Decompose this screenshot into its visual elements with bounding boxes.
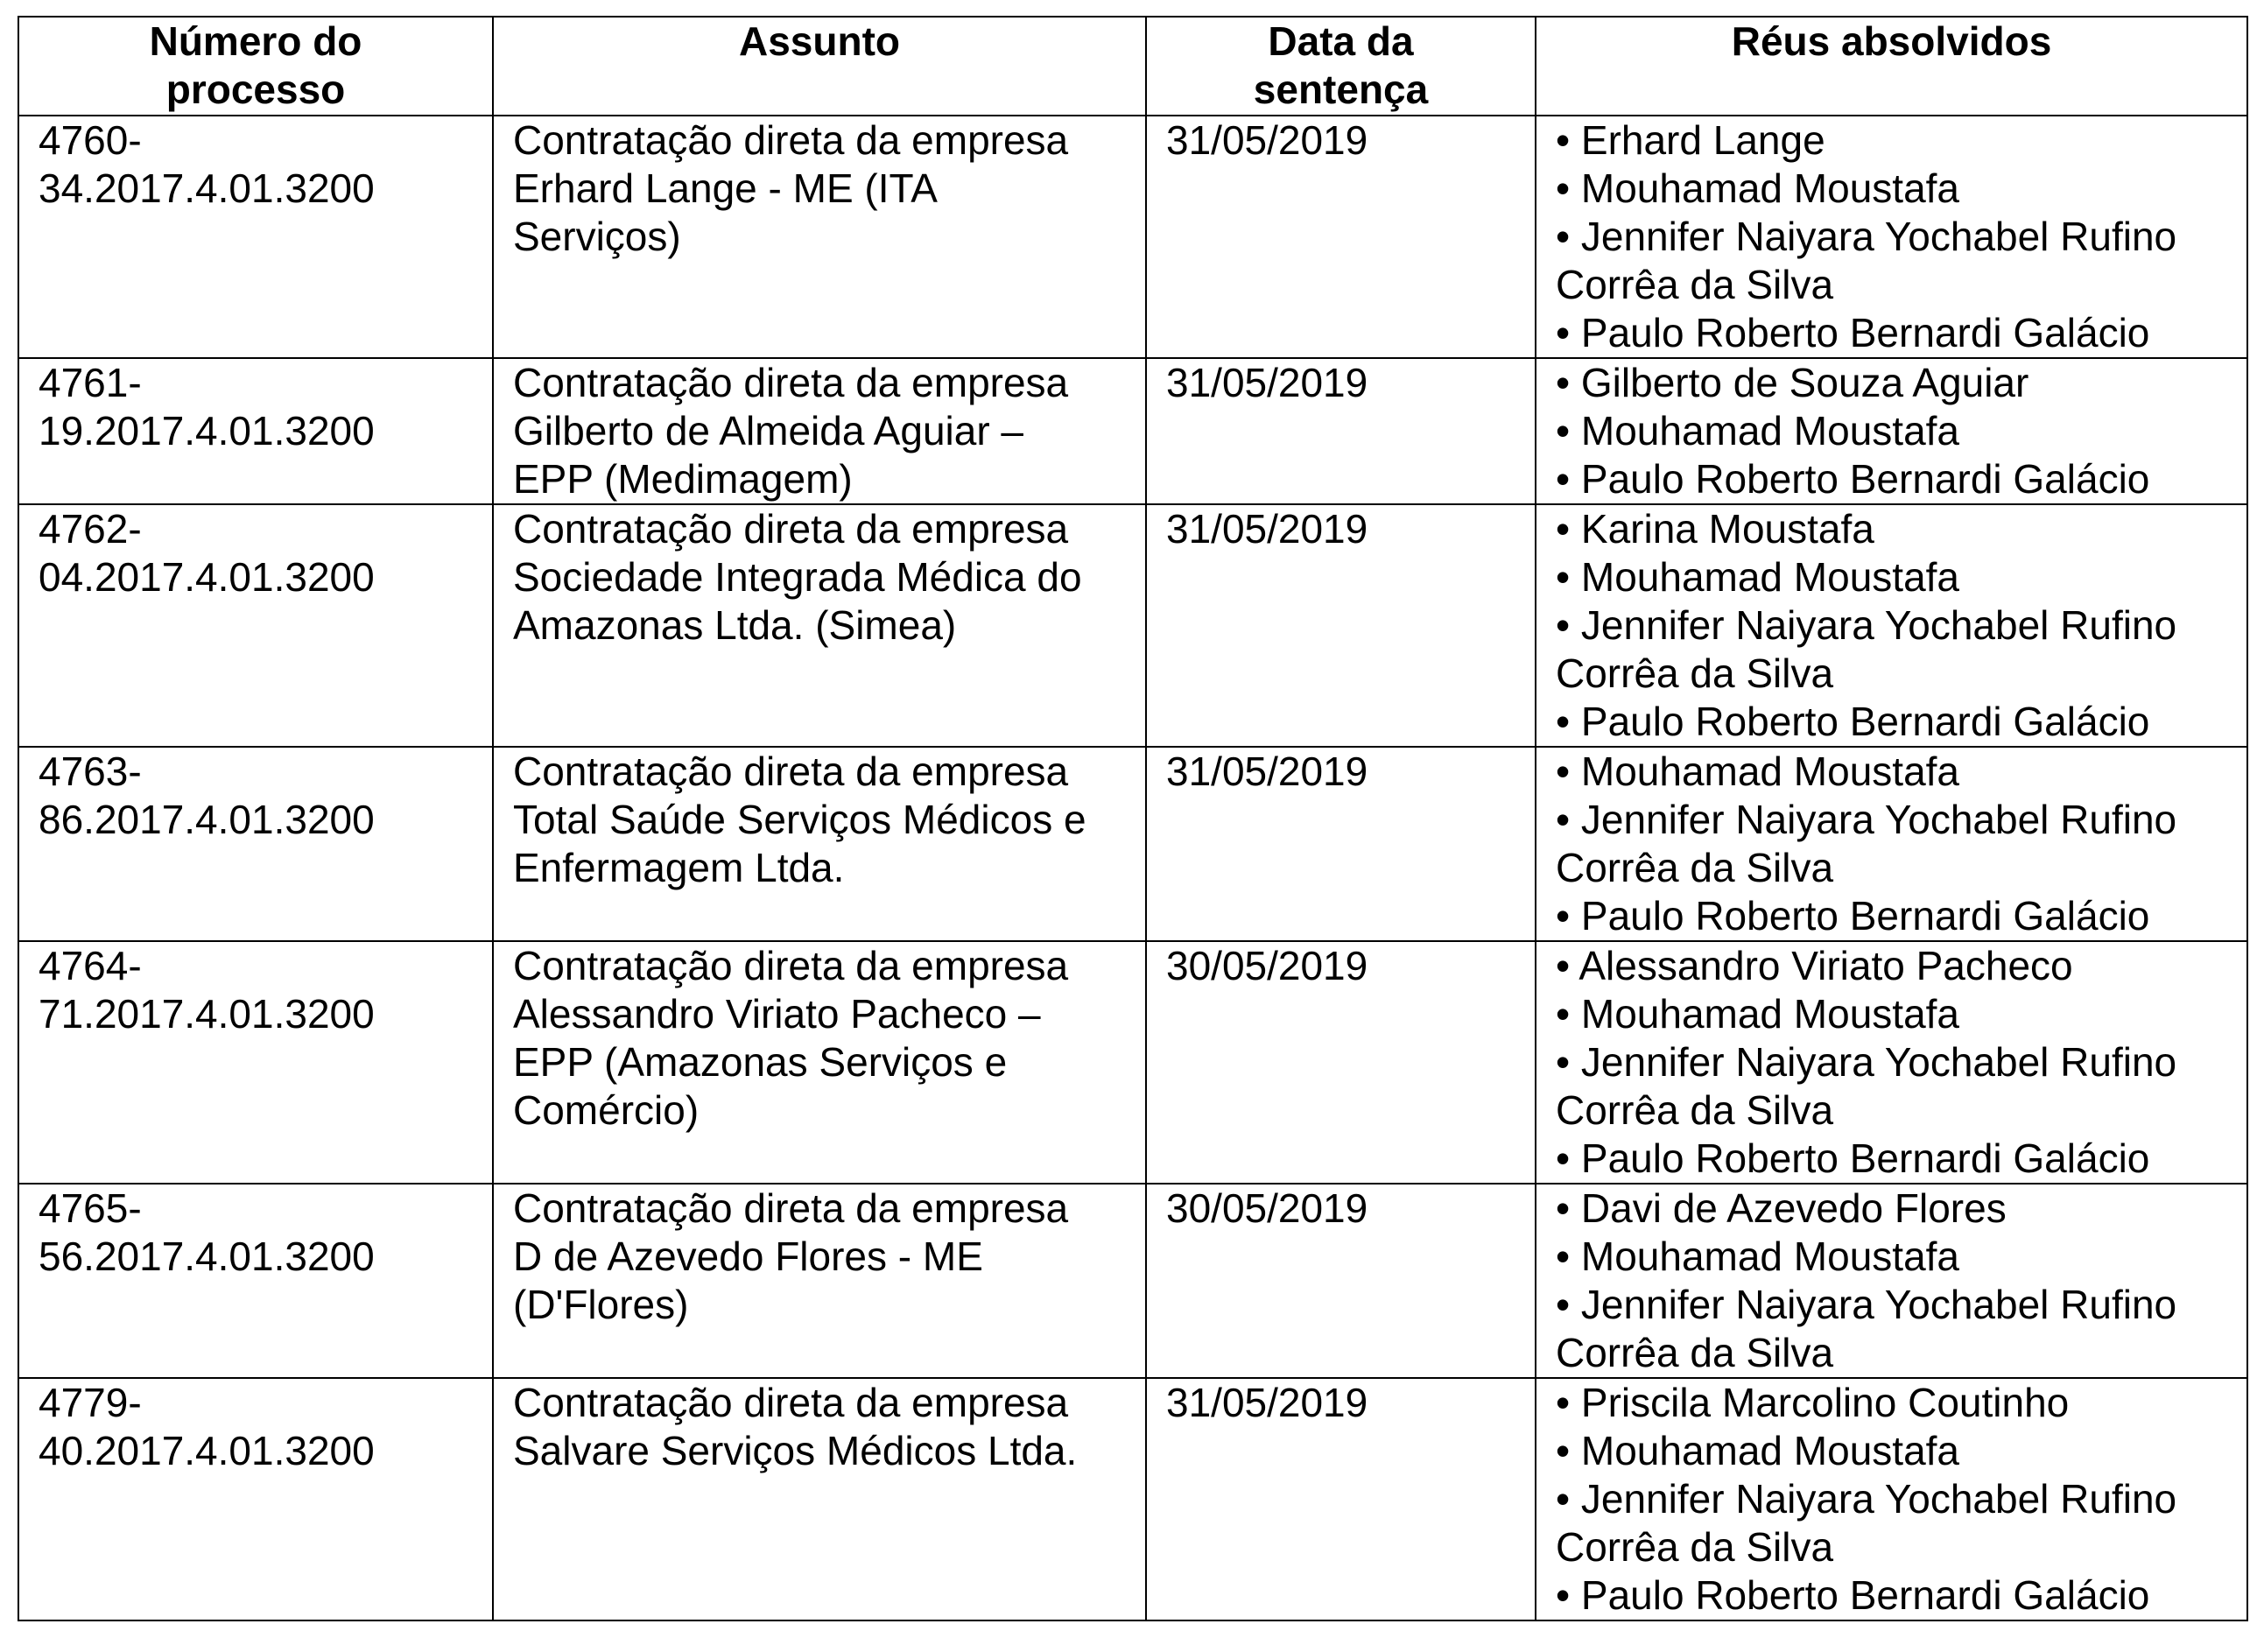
defendant-name-line: Corrêa da Silva <box>1556 845 1834 890</box>
table-row <box>18 1184 2247 1378</box>
defendant-name-line: • Mouhamad Moustafa <box>1556 991 1960 1037</box>
sentence-date: 30/05/2019 <box>1166 1185 1368 1231</box>
header-text-line: Número do <box>149 18 362 64</box>
cell-data-sentenca <box>1146 358 1536 504</box>
defendant-name-line: • Jennifer Naiyara Yochabel Rufino <box>1556 1282 2177 1327</box>
defendant-name-line: Corrêa da Silva <box>1556 1524 1834 1570</box>
defendant-name-line: • Gilberto de Souza Aguiar <box>1556 360 2029 405</box>
defendant-list-item <box>1556 1135 2227 1183</box>
defendant-list-item <box>1556 455 2227 503</box>
defendant-list-item <box>1556 748 2227 796</box>
defendant-name-line: • Mouhamad Moustafa <box>1556 165 1960 211</box>
defendant-name-line: • Davi de Azevedo Flores <box>1556 1185 2007 1231</box>
cell-assunto <box>493 747 1146 941</box>
defendant-list-item <box>1556 1427 2227 1475</box>
defendant-name-line: Corrêa da Silva <box>1556 1330 1834 1375</box>
defendant-name-line: • Erhard Lange <box>1556 117 1825 163</box>
process-table <box>18 16 2248 1621</box>
defendant-list-item <box>1556 116 2227 165</box>
cell-assunto <box>493 504 1146 747</box>
header-text-line: Réus absolvidos <box>1731 18 2052 64</box>
table-row <box>18 358 2247 504</box>
cell-assunto <box>493 1378 1146 1620</box>
process-number-line: 56.2017.4.01.3200 <box>39 1234 375 1279</box>
subject-line: EPP (Amazonas Serviços e <box>513 1039 1008 1085</box>
defendant-name-line: • Paulo Roberto Bernardi Galácio <box>1556 310 2150 355</box>
cell-data-sentenca <box>1146 116 1536 358</box>
process-number-line: 4761- <box>39 360 142 405</box>
defendant-name-line: • Paulo Roberto Bernardi Galácio <box>1556 893 2150 938</box>
defendant-name-line: • Paulo Roberto Bernardi Galácio <box>1556 1572 2150 1618</box>
defendant-list-item <box>1556 796 2227 892</box>
cell-assunto <box>493 116 1146 358</box>
cell-reus-absolvidos <box>1536 1184 2247 1378</box>
subject-line: Contratação direta da empresa <box>513 360 1069 405</box>
header-text-line: processo <box>165 67 346 112</box>
header-text-line: Data da <box>1268 18 1414 64</box>
process-number-line: 34.2017.4.01.3200 <box>39 165 375 211</box>
process-number-line: 04.2017.4.01.3200 <box>39 554 375 600</box>
subject-line: Contratação direta da empresa <box>513 943 1069 988</box>
defendant-name-line: • Priscila Marcolino Coutinho <box>1556 1380 2070 1425</box>
subject-line: (D'Flores) <box>513 1282 689 1327</box>
subject-line: Amazonas Ltda. (Simea) <box>513 602 957 648</box>
sentence-date: 31/05/2019 <box>1166 360 1368 405</box>
defendant-list-item <box>1556 407 2227 455</box>
defendant-name-line: • Paulo Roberto Bernardi Galácio <box>1556 1135 2150 1181</box>
cell-numero-processo <box>18 747 493 941</box>
defendant-list-item <box>1556 1281 2227 1377</box>
defendant-list-item <box>1556 1233 2227 1281</box>
header-numero-do-processo <box>18 17 493 116</box>
cell-reus-absolvidos <box>1536 504 2247 747</box>
process-number-line: 4763- <box>39 749 142 794</box>
defendant-name-line: • Paulo Roberto Bernardi Galácio <box>1556 456 2150 502</box>
cell-data-sentenca <box>1146 941 1536 1184</box>
defendant-list-item <box>1556 359 2227 407</box>
process-number-line: 71.2017.4.01.3200 <box>39 991 375 1037</box>
defendant-list-item <box>1556 1038 2227 1135</box>
subject-line: Sociedade Integrada Médica do <box>513 554 1082 600</box>
defendant-list-item <box>1556 990 2227 1038</box>
process-number-line: 19.2017.4.01.3200 <box>39 408 375 453</box>
defendant-list-item <box>1556 553 2227 601</box>
table-row <box>18 1378 2247 1620</box>
defendant-name-line: • Paulo Roberto Bernardi Galácio <box>1556 699 2150 744</box>
defendant-name-line: • Jennifer Naiyara Yochabel Rufino <box>1556 214 2177 259</box>
process-number-line: 40.2017.4.01.3200 <box>39 1428 375 1473</box>
cell-data-sentenca <box>1146 1378 1536 1620</box>
cell-numero-processo <box>18 358 493 504</box>
defendant-list-item <box>1556 942 2227 990</box>
sentence-date: 31/05/2019 <box>1166 749 1368 794</box>
process-number-line: 4779- <box>39 1380 142 1425</box>
sentence-date: 31/05/2019 <box>1166 1380 1368 1425</box>
sentence-date: 30/05/2019 <box>1166 943 1368 988</box>
table-header <box>18 17 2247 116</box>
cell-data-sentenca <box>1146 747 1536 941</box>
table-row <box>18 116 2247 358</box>
table-row <box>18 504 2247 747</box>
defendant-name-line: • Jennifer Naiyara Yochabel Rufino <box>1556 1476 2177 1522</box>
cell-numero-processo <box>18 941 493 1184</box>
subject-line: Erhard Lange - ME (ITA <box>513 165 938 211</box>
subject-line: D de Azevedo Flores - ME <box>513 1234 983 1279</box>
cell-assunto <box>493 1184 1146 1378</box>
defendant-list-item <box>1556 1379 2227 1427</box>
defendant-list-item <box>1556 309 2227 357</box>
subject-line: Serviços) <box>513 214 681 259</box>
header-data-da-sentenca <box>1146 17 1536 116</box>
defendant-name-line: • Mouhamad Moustafa <box>1556 749 1960 794</box>
process-number-line: 4760- <box>39 117 142 163</box>
subject-line: Contratação direta da empresa <box>513 749 1069 794</box>
header-assunto <box>493 17 1146 116</box>
cell-numero-processo <box>18 1378 493 1620</box>
process-number-line: 86.2017.4.01.3200 <box>39 797 375 842</box>
defendant-name-line: • Jennifer Naiyara Yochabel Rufino <box>1556 797 2177 842</box>
defendant-name-line: • Karina Moustafa <box>1556 506 1874 552</box>
subject-line: Alessandro Viriato Pacheco – <box>513 991 1041 1037</box>
cell-numero-processo <box>18 1184 493 1378</box>
defendant-list-item <box>1556 892 2227 940</box>
cell-reus-absolvidos <box>1536 941 2247 1184</box>
subject-line: Gilberto de Almeida Aguiar – <box>513 408 1024 453</box>
header-text-line: sentença <box>1253 67 1429 112</box>
subject-line: Contratação direta da empresa <box>513 506 1069 552</box>
defendant-list-item <box>1556 1475 2227 1571</box>
cell-reus-absolvidos <box>1536 358 2247 504</box>
header-reus-absolvidos <box>1536 17 2247 116</box>
defendant-name-line: • Mouhamad Moustafa <box>1556 408 1960 453</box>
defendant-list-item <box>1556 1571 2227 1620</box>
subject-line: Enfermagem Ltda. <box>513 845 845 890</box>
defendant-name-line: • Jennifer Naiyara Yochabel Rufino <box>1556 1039 2177 1085</box>
defendant-list-item <box>1556 698 2227 746</box>
subject-line: Contratação direta da empresa <box>513 1380 1069 1425</box>
defendant-name-line: Corrêa da Silva <box>1556 262 1834 307</box>
table-row <box>18 941 2247 1184</box>
sentence-date: 31/05/2019 <box>1166 117 1368 163</box>
process-number-line: 4762- <box>39 506 142 552</box>
cell-numero-processo <box>18 116 493 358</box>
sentence-date: 31/05/2019 <box>1166 506 1368 552</box>
header-text-line: Assunto <box>739 18 900 64</box>
cell-numero-processo <box>18 504 493 747</box>
defendant-list-item <box>1556 601 2227 698</box>
defendant-name-line: • Mouhamad Moustafa <box>1556 1428 1960 1473</box>
defendant-name-line: • Jennifer Naiyara Yochabel Rufino <box>1556 602 2177 648</box>
table-row <box>18 747 2247 941</box>
cell-reus-absolvidos <box>1536 116 2247 358</box>
defendant-name-line: • Alessandro Viriato Pacheco <box>1556 943 2073 988</box>
defendant-list-item <box>1556 213 2227 309</box>
cell-reus-absolvidos <box>1536 1378 2247 1620</box>
cell-data-sentenca <box>1146 1184 1536 1378</box>
cell-data-sentenca <box>1146 504 1536 747</box>
process-number-line: 4765- <box>39 1185 142 1231</box>
defendant-name-line: Corrêa da Silva <box>1556 1087 1834 1133</box>
subject-line: Comércio) <box>513 1087 700 1133</box>
subject-line: Salvare Serviços Médicos Ltda. <box>513 1428 1078 1473</box>
table-body <box>18 116 2247 1620</box>
cell-assunto <box>493 941 1146 1184</box>
cell-reus-absolvidos <box>1536 747 2247 941</box>
cell-assunto <box>493 358 1146 504</box>
subject-line: EPP (Medimagem) <box>513 456 853 502</box>
defendant-list-item <box>1556 1185 2227 1233</box>
defendant-name-line: • Mouhamad Moustafa <box>1556 1234 1960 1279</box>
defendant-list-item <box>1556 505 2227 553</box>
subject-line: Contratação direta da empresa <box>513 117 1069 163</box>
header-row <box>18 17 2247 116</box>
defendant-name-line: • Mouhamad Moustafa <box>1556 554 1960 600</box>
defendant-name-line: Corrêa da Silva <box>1556 650 1834 696</box>
subject-line: Total Saúde Serviços Médicos e <box>513 797 1086 842</box>
process-number-line: 4764- <box>39 943 142 988</box>
defendant-list-item <box>1556 165 2227 213</box>
subject-line: Contratação direta da empresa <box>513 1185 1069 1231</box>
